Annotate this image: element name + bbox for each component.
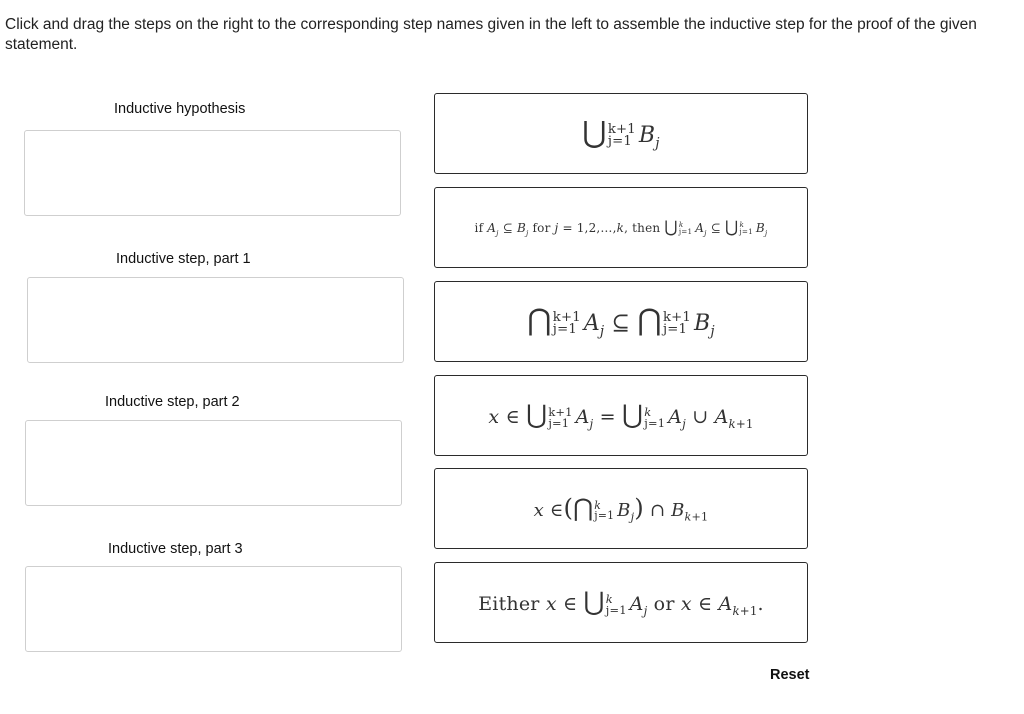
draggable-step-card[interactable] — [434, 562, 808, 643]
draggable-step-card[interactable] — [434, 187, 808, 268]
card-expression: x ∈ ⋃ k+1 j=1 $A_j$ = ⋃ k j=1 $A_j$ ∪ $A_{k+1}$ — [488, 400, 754, 431]
step-name-inductive-step-part-2: Inductive step, part 2 — [105, 394, 240, 410]
drop-zone-inductive-step-part-3[interactable] — [25, 566, 402, 652]
step-name-inductive-step-part-1: Inductive step, part 1 — [116, 251, 251, 267]
card-expression: ⋂ k+1 j=1 $A_j$ ⊆ ⋂ k+1 j=1 $B_j$ — [527, 303, 715, 340]
step-name-inductive-step-part-3: Inductive step, part 3 — [108, 541, 243, 557]
draggable-step-card[interactable] — [434, 93, 808, 174]
reset-button[interactable]: Reset — [770, 667, 810, 683]
drop-zone-inductive-step-part-1[interactable] — [27, 277, 404, 363]
instructions-text: Click and drag the steps on the right to the corresponding step names given in the left to assemble the inductive step for the proof of the given statement. — [5, 16, 977, 53]
drop-zone-inductive-hypothesis[interactable] — [24, 130, 401, 216]
draggable-step-card[interactable] — [434, 468, 808, 549]
step-name-inductive-hypothesis: Inductive hypothesis — [114, 101, 246, 117]
card-expression: Either x ∈ ⋃ k j=1 $A_j$ or x ∈ $A_{k+1}$. — [478, 587, 764, 618]
card-expression: if $A_j$ ⊆ $B_j$ for j = 1,2,…,k, then ⋃ k j=1 $A_j$ ⊆ ⋃ k j=1 $B_j$ — [474, 217, 768, 238]
draggable-step-card[interactable] — [434, 375, 808, 456]
draggable-step-card[interactable] — [434, 281, 808, 362]
drop-zone-inductive-step-part-2[interactable] — [25, 420, 402, 506]
card-expression: ⋃ k+1 j=1 $B_j$ — [582, 115, 660, 152]
card-expression: x ∈(⋂ k j=1 $B_j$) ∩ $B_{k+1}$ — [533, 493, 709, 524]
